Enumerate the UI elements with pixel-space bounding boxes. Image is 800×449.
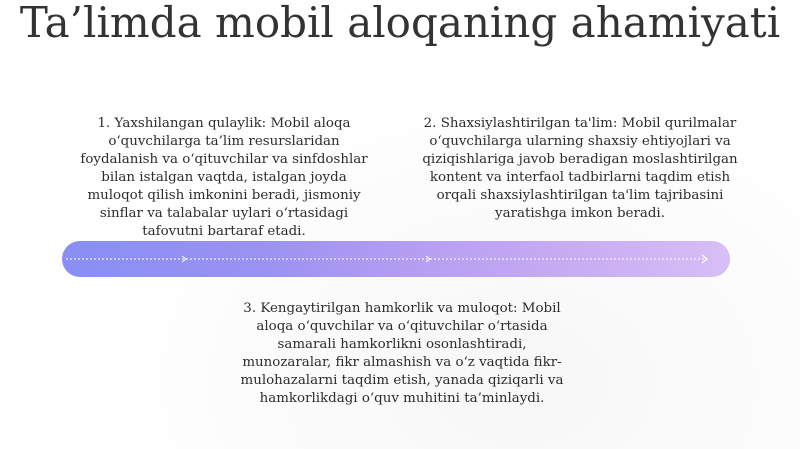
- point-1-text: 1. Yaxshilangan qulaylik: Mobil aloqa o‘quvchilarga ta’lim resurslaridan foydalanish va o‘qituvchilar va sinfdoshlar bilan istalgan vaqtda, istalgan joyda muloqot qilish imkonini beradi, jismoniy sinflar va talabalar uylari o‘rtasidagi tafovutni bartaraf etadi.: [80, 116, 368, 239]
- point-3-text: 3. Kengaytirilgan hamkorlik va muloqot: Mobil aloqa o‘quvchilar va o‘qituvchilar o‘rtasida samarali hamkorlikni osonlashtiradi, munozaralar, fikr almashish va o‘z vaqtida fikr-mulohazalarni taqdim etish, yanada qiziqarli va hamkorlikdagi o‘quv muhitini ta’minlaydi.: [240, 301, 564, 406]
- timeline-arrow-line: [66, 254, 716, 264]
- point-2-text: 2. Shaxsiylashtirilgan ta'lim: Mobil qurilmalar o‘quvchilarga ularning shaxsiy ehtiyojlari va qiziqishlariga javob beradigan moslashtirilgan kontent va interfaol tadbirlarni taqdim etish orqali shaxsiylashtirilgan ta'lim tajribasini yaratishga imkon beradi.: [422, 116, 738, 221]
- slide-title: Ta’limda mobil aloqaning ahamiyati: [19, 0, 781, 47]
